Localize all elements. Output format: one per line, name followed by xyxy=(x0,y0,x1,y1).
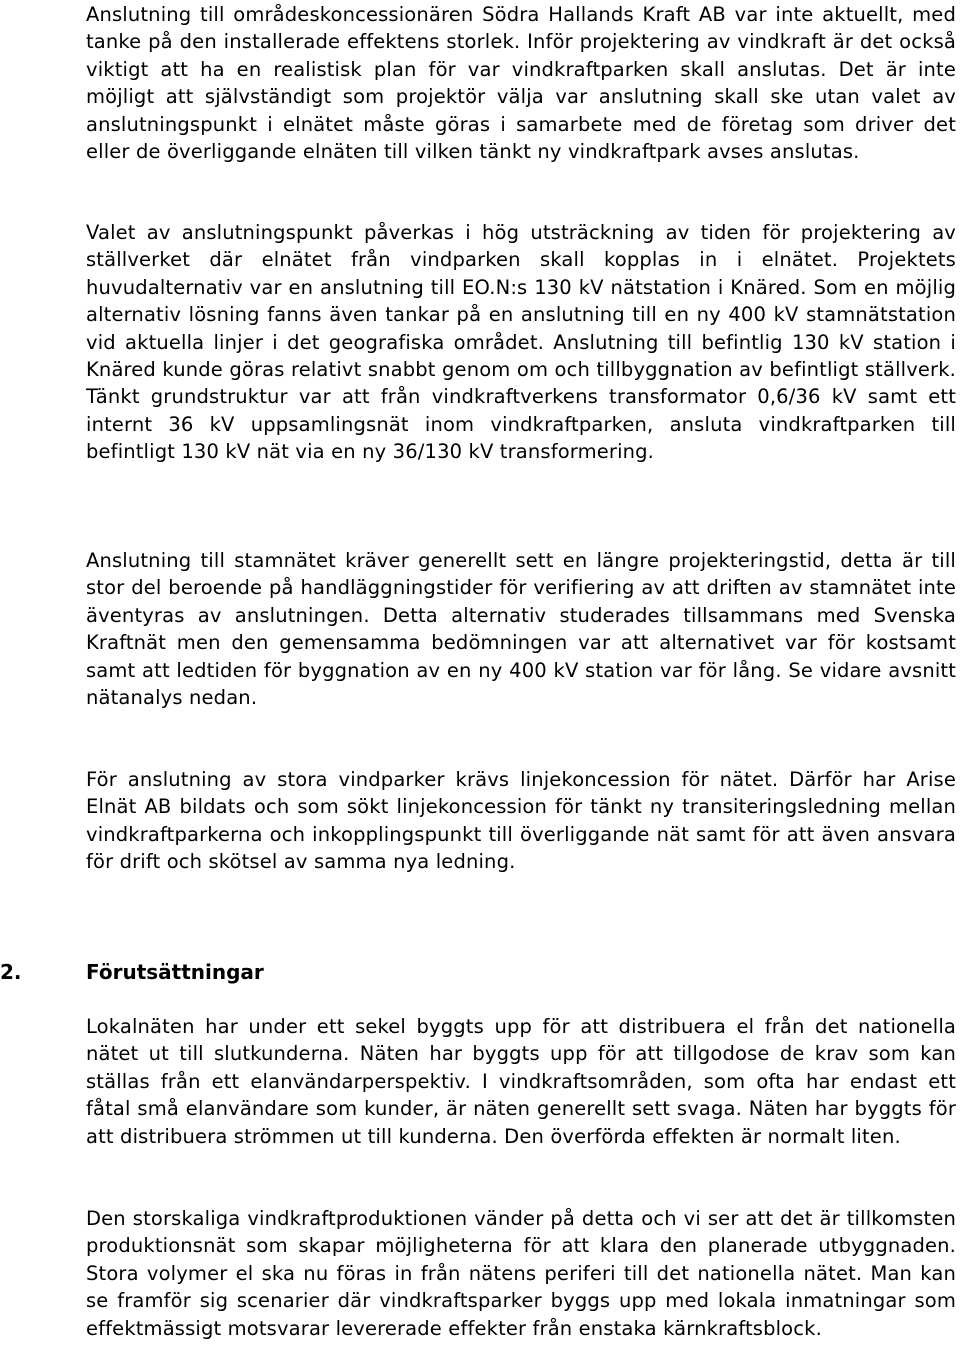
paragraph-large-scale-production: Den storskaliga vindkraftproduktionen vänder på detta och vi ser att det är tillkomsten produktionsnät som skapar möjligheterna för att klara den planerade utbyggnaden. Stora volymer el ska nu föras in från nätens periferi till det nationella nätet. Man kan se framför sig scenarier där vindkraftsparker byggs upp med lokala inmatningar som effektmässigt motsvarar levererade effekter från enstaka kärnkraftsblock. xyxy=(86,1207,956,1340)
paragraph-connection-intro: Anslutning till områdeskoncessionären Södra Hallands Kraft AB var inte aktuellt, med tanke på den installerade effektens storlek. Inför projektering av vindkraft är det också viktigt att ha en realistisk plan för var vindkraftparken skall anslutas. Det är inte möjligt att självständigt som projektör välja var anslutning skall ske utan valet av anslutningspunkt i elnätet måste göras i samarbete med de företag som driver det eller de överliggande elnäten till vilken tänkt ny vindkraftpark avses anslutas. xyxy=(86,3,956,164)
section-number: 2. xyxy=(0,960,22,984)
paragraph-local-networks: Lokalnäten har under ett sekel byggts upp för att distribuera el från det nationella nätet ut till slutkunderna. Näten har byggts upp för att tillgodose de krav som kan ställas från ett elanvändarperspektiv. I vindkraftsområden, som ofta har endast ett fåtal små elanvändare som kunder, är näten generellt sett svaga. Näten har byggts för att distribuera strömmen ut till kunderna. Den överförda effekten är normalt liten. xyxy=(86,1015,956,1148)
paragraph-national-grid: Anslutning till stamnätet kräver generellt sett en längre projekteringstid, detta är till stor del beroende på handläggningstider för verifiering av att driften av stamnätet inte äventyras av anslutningen. Detta alternativ studerades tillsammans med Svenska Kraftnät men den gemensamma bedömningen var att alternativet var för kostsamt samt att ledtiden för byggnation av en ny 400 kV station var för lång. Se vidare avsnitt nätanalys nedan. xyxy=(86,549,956,710)
section-title: Förutsättningar xyxy=(86,960,264,984)
paragraph-line-concession: För anslutning av stora vindparker krävs linjekoncession för nätet. Därför har Arise Elnät AB bildats och som sökt linjekoncession för tänkt ny transiteringsledning mellan vindkraftparkerna och inkopplingspunkt till överliggande nät samt för att även ansvara för drift och skötsel av samma nya ledning. xyxy=(86,768,956,874)
section-heading xyxy=(0,958,900,986)
paragraph-connection-point: Valet av anslutningspunkt påverkas i hög utsträckning av tiden för projektering av ställverket där elnätet från vindparken skall kopplas in i elnätet. Projektets huvudalternativ var en anslutning till EO.N:s 130 kV nätstation i Knäred. Som en möjlig alternativ lösning fanns även tankar på en anslutning till en ny 400 kV stamnätstation vid aktuella linjer i det geografiska området. Anslutning till befintlig 130 kV station i Knäred kunde göras relativt snabbt genom om och tillbyggnation av befintligt ställverk. Tänkt grundstruktur var att från vindkraftverkens transformator 0,6/36 kV samt ett internt 36 kV uppsamlingsnät inom vindkraftparken, ansluta vindkraftparken till befintligt 130 kV nät via en ny 36/130 kV transformering. xyxy=(86,221,956,464)
